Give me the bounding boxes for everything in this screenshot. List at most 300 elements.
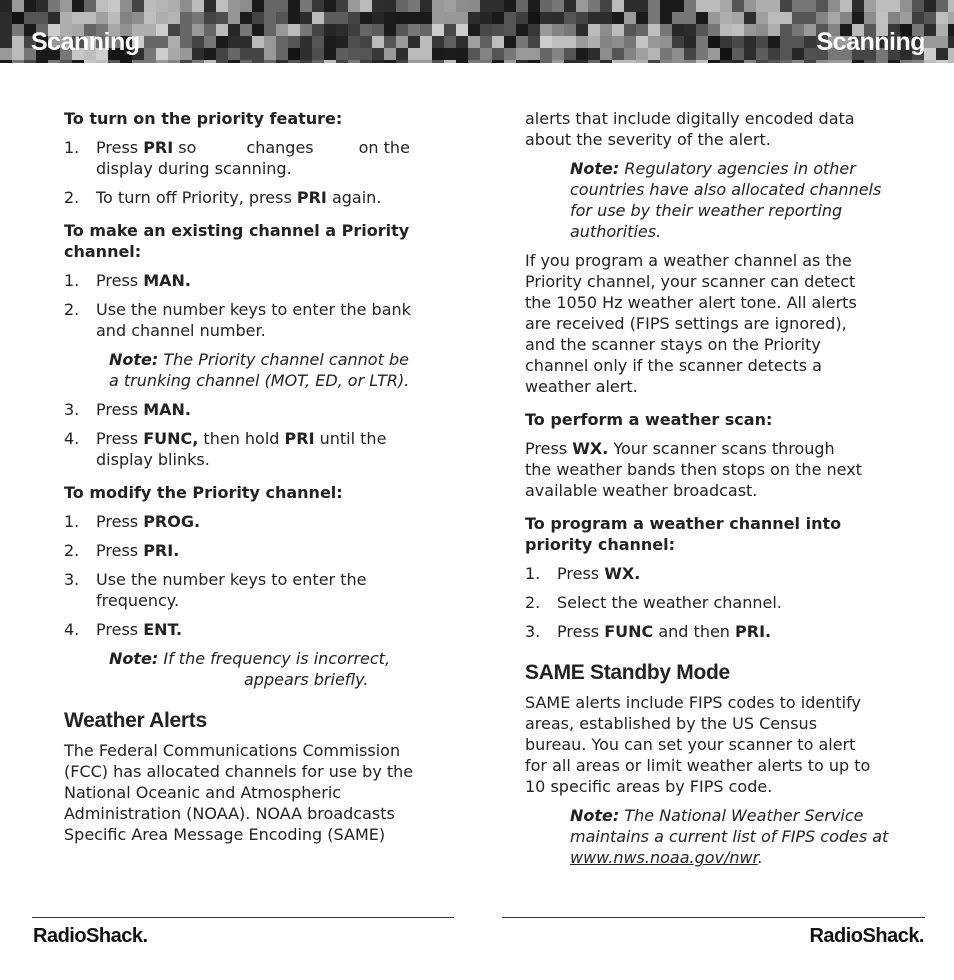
pattern-tile <box>636 24 648 36</box>
item-text: on the display during scanning. <box>96 138 410 178</box>
pattern-tile <box>396 48 408 60</box>
pattern-tile <box>768 60 780 63</box>
pattern-tile <box>204 60 216 63</box>
pattern-tile <box>636 0 648 12</box>
pattern-tile <box>408 24 420 36</box>
pattern-tile <box>312 24 324 36</box>
pattern-tile <box>576 0 588 12</box>
list-item <box>64 540 414 561</box>
footer-divider-right <box>502 917 925 918</box>
pattern-tile <box>300 12 312 24</box>
pattern-tile <box>276 24 288 36</box>
pattern-tile <box>12 60 24 63</box>
pattern-tile <box>312 60 324 63</box>
pattern-tile <box>204 0 216 12</box>
pattern-tile <box>696 48 708 60</box>
pattern-tile <box>504 36 516 48</box>
pattern-tile <box>192 48 204 60</box>
pattern-tile <box>216 60 228 63</box>
pattern-tile <box>252 48 264 60</box>
note-text: The National Weather Service maintains a current list of FIPS codes at <box>570 806 889 846</box>
pattern-tile <box>588 60 600 63</box>
item-text: and then <box>653 622 736 641</box>
section-title: Weather Alerts <box>64 709 207 732</box>
pattern-tile <box>72 0 84 12</box>
pattern-tile <box>216 48 228 60</box>
pattern-tile <box>180 36 192 48</box>
pattern-tile <box>252 36 264 48</box>
pattern-tile <box>564 24 576 36</box>
item-number: 3. <box>64 570 80 589</box>
pattern-tile <box>708 48 720 60</box>
pattern-tile <box>396 24 408 36</box>
pattern-tile <box>804 12 816 24</box>
subheading: To perform a weather scan: <box>525 410 773 429</box>
pattern-tile <box>240 24 252 36</box>
pattern-tile <box>732 0 744 12</box>
pattern-tile <box>492 60 504 63</box>
pattern-tile <box>816 0 828 12</box>
pattern-tile <box>936 48 948 60</box>
pattern-tile <box>564 60 576 63</box>
pattern-background <box>0 0 954 63</box>
pattern-tile <box>252 60 264 63</box>
key-name: WX. <box>604 564 641 583</box>
pattern-tile <box>696 36 708 48</box>
item-text: Press <box>557 622 605 641</box>
para-text: Press <box>525 439 573 458</box>
pattern-tile <box>684 48 696 60</box>
pattern-tile <box>60 60 72 63</box>
pattern-tile <box>684 12 696 24</box>
note <box>64 349 414 391</box>
pattern-tile <box>696 60 708 63</box>
pattern-tile <box>288 24 300 36</box>
pattern-tile <box>228 48 240 60</box>
para-text: Your scanner scans through the weather bands then stops on the next available weather broadcast. <box>525 439 862 500</box>
key-name: MAN. <box>143 400 191 419</box>
key-name: WX. <box>572 439 609 458</box>
pattern-tile <box>288 12 300 24</box>
pattern-tile <box>24 60 36 63</box>
pattern-tile <box>240 48 252 60</box>
pattern-tile <box>264 36 276 48</box>
pattern-tile <box>384 36 396 48</box>
pattern-tile <box>576 36 588 48</box>
item-number: 4. <box>64 429 80 448</box>
note-label: Note: <box>570 806 620 825</box>
pattern-tile <box>540 24 552 36</box>
pattern-tile <box>0 60 12 63</box>
pattern-tile <box>588 0 600 12</box>
pattern-tile <box>48 60 60 63</box>
subheading: To program a weather channel into priority channel: <box>525 514 842 554</box>
note <box>525 805 895 868</box>
pattern-tile <box>432 0 444 12</box>
pattern-tile <box>36 60 48 63</box>
item-text: Use the number keys to enter the bank and channel number. <box>96 300 411 340</box>
pattern-tile <box>180 24 192 36</box>
pattern-tile <box>792 24 804 36</box>
pattern-tile <box>276 12 288 24</box>
page-title-left: Scanning <box>31 28 140 56</box>
pattern-tile <box>408 12 420 24</box>
footer-divider-left <box>32 917 454 918</box>
pattern-tile <box>24 12 36 24</box>
item-number: 3. <box>525 622 541 641</box>
pattern-tile <box>864 60 876 63</box>
pattern-tile <box>252 12 264 24</box>
pattern-tile <box>852 0 864 12</box>
pattern-tile <box>780 60 792 63</box>
pattern-tile <box>264 12 276 24</box>
pattern-tile <box>564 48 576 60</box>
pattern-tile <box>72 60 84 63</box>
pattern-tile <box>792 12 804 24</box>
key-name: PRI <box>143 138 174 157</box>
pattern-tile <box>516 36 528 48</box>
pattern-tile <box>768 36 780 48</box>
pattern-tile <box>492 48 504 60</box>
pattern-tile <box>840 60 852 63</box>
pattern-tile <box>600 60 612 63</box>
list-item <box>64 299 414 341</box>
pattern-tile <box>504 48 516 60</box>
pattern-tile <box>780 36 792 48</box>
pattern-tile <box>492 12 504 24</box>
key-name: FUNC, <box>143 429 199 448</box>
item-number: 3. <box>64 400 80 419</box>
pattern-tile <box>516 60 528 63</box>
pattern-tile <box>324 60 336 63</box>
key-name: FUNC <box>604 622 654 641</box>
pattern-tile <box>948 48 954 60</box>
pattern-tile <box>696 0 708 12</box>
pattern-tile <box>12 24 24 36</box>
pattern-tile <box>300 24 312 36</box>
pattern-tile <box>108 60 120 63</box>
item-text: then hold <box>198 429 285 448</box>
pattern-tile <box>708 24 720 36</box>
section-title: SAME Standby Mode <box>525 661 730 684</box>
pattern-tile <box>528 36 540 48</box>
list-item <box>64 399 414 420</box>
item-number: 4. <box>64 620 80 639</box>
note-label: Note: <box>570 159 620 178</box>
pattern-tile <box>876 60 888 63</box>
pattern-tile <box>84 0 96 12</box>
pattern-tile <box>924 24 936 36</box>
pattern-tile <box>612 0 624 12</box>
pattern-tile <box>780 24 792 36</box>
pattern-tile <box>420 12 432 24</box>
item-text: Press <box>96 512 144 531</box>
pattern-tile <box>828 60 840 63</box>
pattern-tile <box>780 0 792 12</box>
pattern-tile <box>504 12 516 24</box>
pattern-tile <box>564 12 576 24</box>
pattern-tile <box>96 60 108 63</box>
pattern-tile <box>852 12 864 24</box>
item-text: Press <box>96 271 144 290</box>
pattern-tile <box>948 60 954 63</box>
pattern-tile <box>276 0 288 12</box>
pattern-tile <box>360 48 372 60</box>
pattern-tile <box>540 48 552 60</box>
pattern-tile <box>144 36 156 48</box>
pattern-tile <box>552 12 564 24</box>
list-item <box>64 511 414 532</box>
item-text: To turn off Priority, press <box>96 188 297 207</box>
pattern-tile <box>204 24 216 36</box>
pattern-tile <box>204 36 216 48</box>
key-name: PRI <box>284 429 315 448</box>
page-title-right: Scanning <box>816 28 925 56</box>
paragraph: SAME alerts include FIPS codes to identify areas, established by the US Census bureau. You can set your scanner to alert for all areas or limit weather alerts to up to 10 specific areas by FIPS code. <box>525 693 871 796</box>
pattern-tile <box>360 0 372 12</box>
pattern-tile <box>12 36 24 48</box>
pattern-tile <box>396 36 408 48</box>
pattern-tile <box>648 12 660 24</box>
pattern-tile <box>780 12 792 24</box>
pattern-tile <box>240 36 252 48</box>
pattern-tile <box>480 60 492 63</box>
pattern-tile <box>780 48 792 60</box>
key-name: PROG. <box>143 512 201 531</box>
list-item <box>525 592 895 613</box>
item-text: changes <box>246 138 314 157</box>
pattern-tile <box>192 12 204 24</box>
pattern-tile <box>948 0 954 12</box>
item-text: until the display blinks. <box>96 429 387 469</box>
item-number: 2. <box>525 593 541 612</box>
pattern-tile <box>612 24 624 36</box>
pattern-tile <box>264 48 276 60</box>
pattern-tile <box>792 36 804 48</box>
radioshack-logo-left: RadioShack. <box>33 925 148 947</box>
pattern-tile <box>432 12 444 24</box>
list-item <box>64 137 414 179</box>
pattern-tile <box>48 12 60 24</box>
pattern-tile <box>432 48 444 60</box>
pattern-tile <box>456 48 468 60</box>
list-item <box>64 187 414 208</box>
pattern-tile <box>408 0 420 12</box>
pattern-tile <box>420 0 432 12</box>
pattern-tile <box>576 60 588 63</box>
pattern-tile <box>624 12 636 24</box>
pattern-tile <box>420 36 432 48</box>
pattern-tile <box>624 0 636 12</box>
pattern-tile <box>948 36 954 48</box>
key-name: PRI. <box>735 622 772 641</box>
pattern-tile <box>360 24 372 36</box>
pattern-tile <box>192 24 204 36</box>
radioshack-logo-right: RadioShack. <box>809 925 924 947</box>
pattern-tile <box>0 36 12 48</box>
pattern-tile <box>240 60 252 63</box>
pattern-tile <box>324 48 336 60</box>
list-item <box>64 270 414 291</box>
item-number: 1. <box>64 138 80 157</box>
left-column <box>64 108 414 853</box>
pattern-tile <box>180 60 192 63</box>
pattern-tile <box>672 12 684 24</box>
note <box>525 158 895 242</box>
pattern-tile <box>660 12 672 24</box>
note-text: . <box>757 848 763 867</box>
pattern-tile <box>468 48 480 60</box>
key-name: ENT. <box>143 620 183 639</box>
pattern-tile <box>348 0 360 12</box>
item-text: Press <box>96 429 144 448</box>
item-text: Press <box>96 541 144 560</box>
pattern-tile <box>840 0 852 12</box>
item-text: Press <box>96 400 144 419</box>
pattern-tile <box>624 24 636 36</box>
pattern-tile <box>504 60 516 63</box>
pattern-tile <box>636 12 648 24</box>
item-text: Use the number keys to enter the frequency. <box>96 570 367 610</box>
pattern-tile <box>684 24 696 36</box>
pattern-tile <box>504 0 516 12</box>
pattern-tile <box>804 0 816 12</box>
header-banner <box>0 0 954 63</box>
pattern-tile <box>192 36 204 48</box>
pattern-tile <box>768 12 780 24</box>
pattern-tile <box>444 60 456 63</box>
pattern-tile <box>264 0 276 12</box>
pattern-tile <box>660 0 672 12</box>
paragraph: If you program a weather channel as the Priority channel, your scanner can detect the 1050 Hz weather alert tone. All alerts are received (FIPS settings are ignored), and the scanner stays on the Priority channel only if the scanner detects a weather alert. <box>525 251 857 396</box>
pattern-tile <box>684 0 696 12</box>
paragraph: The Federal Communications Commission (FCC) has allocated channels for use by the National Oceanic and Atmospheric Administration (NOAA). NOAA broadcasts Specific Area Message Encoding (SAME) <box>64 741 414 844</box>
subheading: To turn on the priority feature: <box>64 109 343 128</box>
pattern-tile <box>252 24 264 36</box>
pattern-tile <box>12 0 24 12</box>
list-item <box>64 619 414 640</box>
paragraph <box>525 438 865 501</box>
pattern-tile <box>420 60 432 63</box>
pattern-tile <box>396 60 408 63</box>
pattern-tile <box>576 48 588 60</box>
pattern-tile <box>192 0 204 12</box>
pattern-tile <box>744 36 756 48</box>
pattern-tile <box>696 12 708 24</box>
pattern-tile <box>468 12 480 24</box>
pattern-tile <box>468 60 480 63</box>
pattern-tile <box>144 0 156 12</box>
list-item <box>525 621 895 642</box>
pattern-tile <box>84 12 96 24</box>
note <box>64 648 414 690</box>
pattern-tile <box>156 36 168 48</box>
pattern-tile <box>348 48 360 60</box>
pattern-tile <box>552 60 564 63</box>
pattern-tile <box>312 36 324 48</box>
item-text: Press <box>96 620 144 639</box>
list-item <box>525 563 895 584</box>
pattern-tile <box>252 0 264 12</box>
item-number: 2. <box>64 300 80 319</box>
note-label: Note: <box>109 649 159 668</box>
pattern-tile <box>384 48 396 60</box>
item-text: Press <box>96 138 144 157</box>
key-name: MAN. <box>143 271 191 290</box>
pattern-tile <box>516 24 528 36</box>
pattern-tile <box>264 60 276 63</box>
pattern-tile <box>648 60 660 63</box>
key-name: PRI. <box>143 541 180 560</box>
pattern-tile <box>348 60 360 63</box>
pattern-tile <box>288 0 300 12</box>
pattern-tile <box>72 12 84 24</box>
pattern-tile <box>552 0 564 12</box>
pattern-tile <box>564 0 576 12</box>
item-text: Press <box>557 564 605 583</box>
pattern-tile <box>852 60 864 63</box>
pattern-tile <box>216 24 228 36</box>
note-text: If the frequency is incorrect, <box>158 649 391 668</box>
pattern-tile <box>588 12 600 24</box>
item-number: 2. <box>64 188 80 207</box>
pattern-tile <box>612 12 624 24</box>
pattern-tile <box>456 60 468 63</box>
pattern-tile <box>360 36 372 48</box>
pattern-tile <box>660 48 672 60</box>
pattern-tile <box>132 0 144 12</box>
pattern-tile <box>36 12 48 24</box>
pattern-tile <box>540 0 552 12</box>
pattern-tile <box>600 12 612 24</box>
pattern-tile <box>336 60 348 63</box>
pattern-tile <box>540 60 552 63</box>
pattern-tile <box>708 0 720 12</box>
pattern-tile <box>936 36 948 48</box>
pattern-tile <box>672 0 684 12</box>
pattern-tile <box>504 24 516 36</box>
pattern-tile <box>204 12 216 24</box>
pattern-tile <box>612 60 624 63</box>
pattern-tile <box>648 0 660 12</box>
pattern-tile <box>12 48 24 60</box>
pattern-tile <box>156 60 168 63</box>
pattern-tile <box>516 0 528 12</box>
pattern-tile <box>516 48 528 60</box>
note-text: Regulatory agencies in other countries have also allocated channels for use by their weather reporting authorities. <box>570 159 882 241</box>
item-number: 1. <box>64 512 80 531</box>
pattern-tile <box>408 36 420 48</box>
pattern-tile <box>420 48 432 60</box>
pattern-tile <box>396 12 408 24</box>
pattern-tile <box>396 0 408 12</box>
item-number: 1. <box>525 564 541 583</box>
pattern-tile <box>804 24 816 36</box>
item-text: Select the weather channel. <box>557 593 782 612</box>
pattern-tile <box>612 48 624 60</box>
pattern-tile <box>432 60 444 63</box>
pattern-tile <box>288 36 300 48</box>
right-column <box>525 108 895 876</box>
paragraph: alerts that include digitally encoded data about the severity of the alert. <box>525 109 855 149</box>
subheading: To modify the Priority channel: <box>64 483 343 502</box>
pattern-tile <box>576 24 588 36</box>
note-label: Note: <box>109 350 159 369</box>
pattern-tile <box>276 36 288 48</box>
pattern-tile <box>660 24 672 36</box>
key-name: PRI <box>296 188 327 207</box>
nws-link[interactable]: www.nws.noaa.gov/nwr <box>570 848 758 867</box>
